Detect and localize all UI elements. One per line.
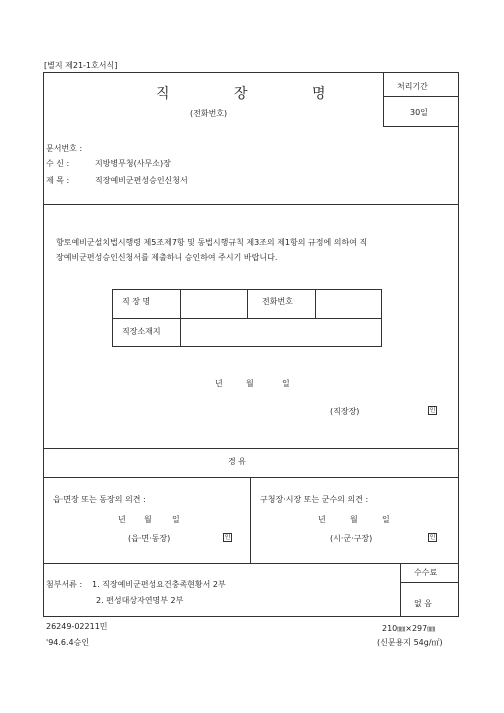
route-left-month: 월 (144, 515, 152, 524)
attachment-item-1: 1. 직장예비군편성요건충족현황서 2부 (92, 580, 226, 589)
body-line-2: 장예비군편성승인신청서를 제출하니 승인하여 주시기 바랍니다. (56, 253, 278, 262)
attachments-label: 첨부서류 : (46, 580, 83, 589)
workplace-name-label: 직 장 명 (122, 297, 151, 306)
seal-stamp: 인 (429, 534, 436, 541)
date-day: 일 (282, 379, 290, 388)
processing-label: 처리기간 (397, 82, 428, 91)
route-right-year: 년 (318, 515, 326, 524)
attachment-item-2: 2. 편성대상자연명부 2부 (96, 596, 184, 605)
paper-type: (신문용지 54g/㎡) (377, 638, 443, 647)
approval-date: '94.6.4승인 (46, 638, 90, 647)
route-right-heading: 구청장·시장 또는 군수의 의견 : (260, 495, 369, 504)
date-month: 월 (246, 379, 254, 388)
recipient-label: 수 신 : (46, 159, 70, 168)
seal-stamp: 인 (224, 534, 231, 541)
fee-label: 수수료 (414, 568, 438, 577)
doc-number-label: 문서번호 : (46, 144, 83, 153)
route-right-day: 일 (382, 515, 390, 524)
phone-label: 전화번호 (262, 297, 293, 306)
route-left-heading: 읍·면장 또는 동장의 의견 : (53, 495, 146, 504)
paper-size: 210㎜×297㎜ (382, 624, 436, 633)
subject-value: 직장예비군편성승인신청서 (95, 176, 188, 185)
seal-stamp: 인 (429, 407, 436, 414)
signer-workplace-head: (직장장) (330, 407, 360, 416)
route-label: 경 유 (228, 457, 246, 466)
route-left-year: 년 (118, 515, 126, 524)
route-left-signer: (읍·면·동장) (128, 534, 171, 543)
subject-label: 제 목 : (46, 176, 70, 185)
processing-value: 30일 (410, 108, 428, 117)
date-year: 년 (215, 379, 223, 388)
recipient-value: 지방병무청(사무소)장 (95, 159, 171, 168)
fee-value: 없 음 (414, 599, 432, 608)
body-line-1: 향토예비군설치법시행령 제5조제7항 및 동법시행규칙 제3조의 제1항의 규정에 의하여 직 (56, 238, 368, 247)
form-code: 26249-02211민 (46, 622, 108, 631)
phone-note: (전화번호) (190, 109, 228, 118)
route-right-signer: (시·군·구장) (330, 534, 373, 543)
address-label: 직장소재지 (122, 327, 161, 336)
route-left-day: 일 (172, 515, 180, 524)
form-title: 직 장 명 (156, 86, 356, 102)
route-right-month: 월 (350, 515, 358, 524)
form-number: [별지 제21-1호서식] (44, 61, 118, 70)
